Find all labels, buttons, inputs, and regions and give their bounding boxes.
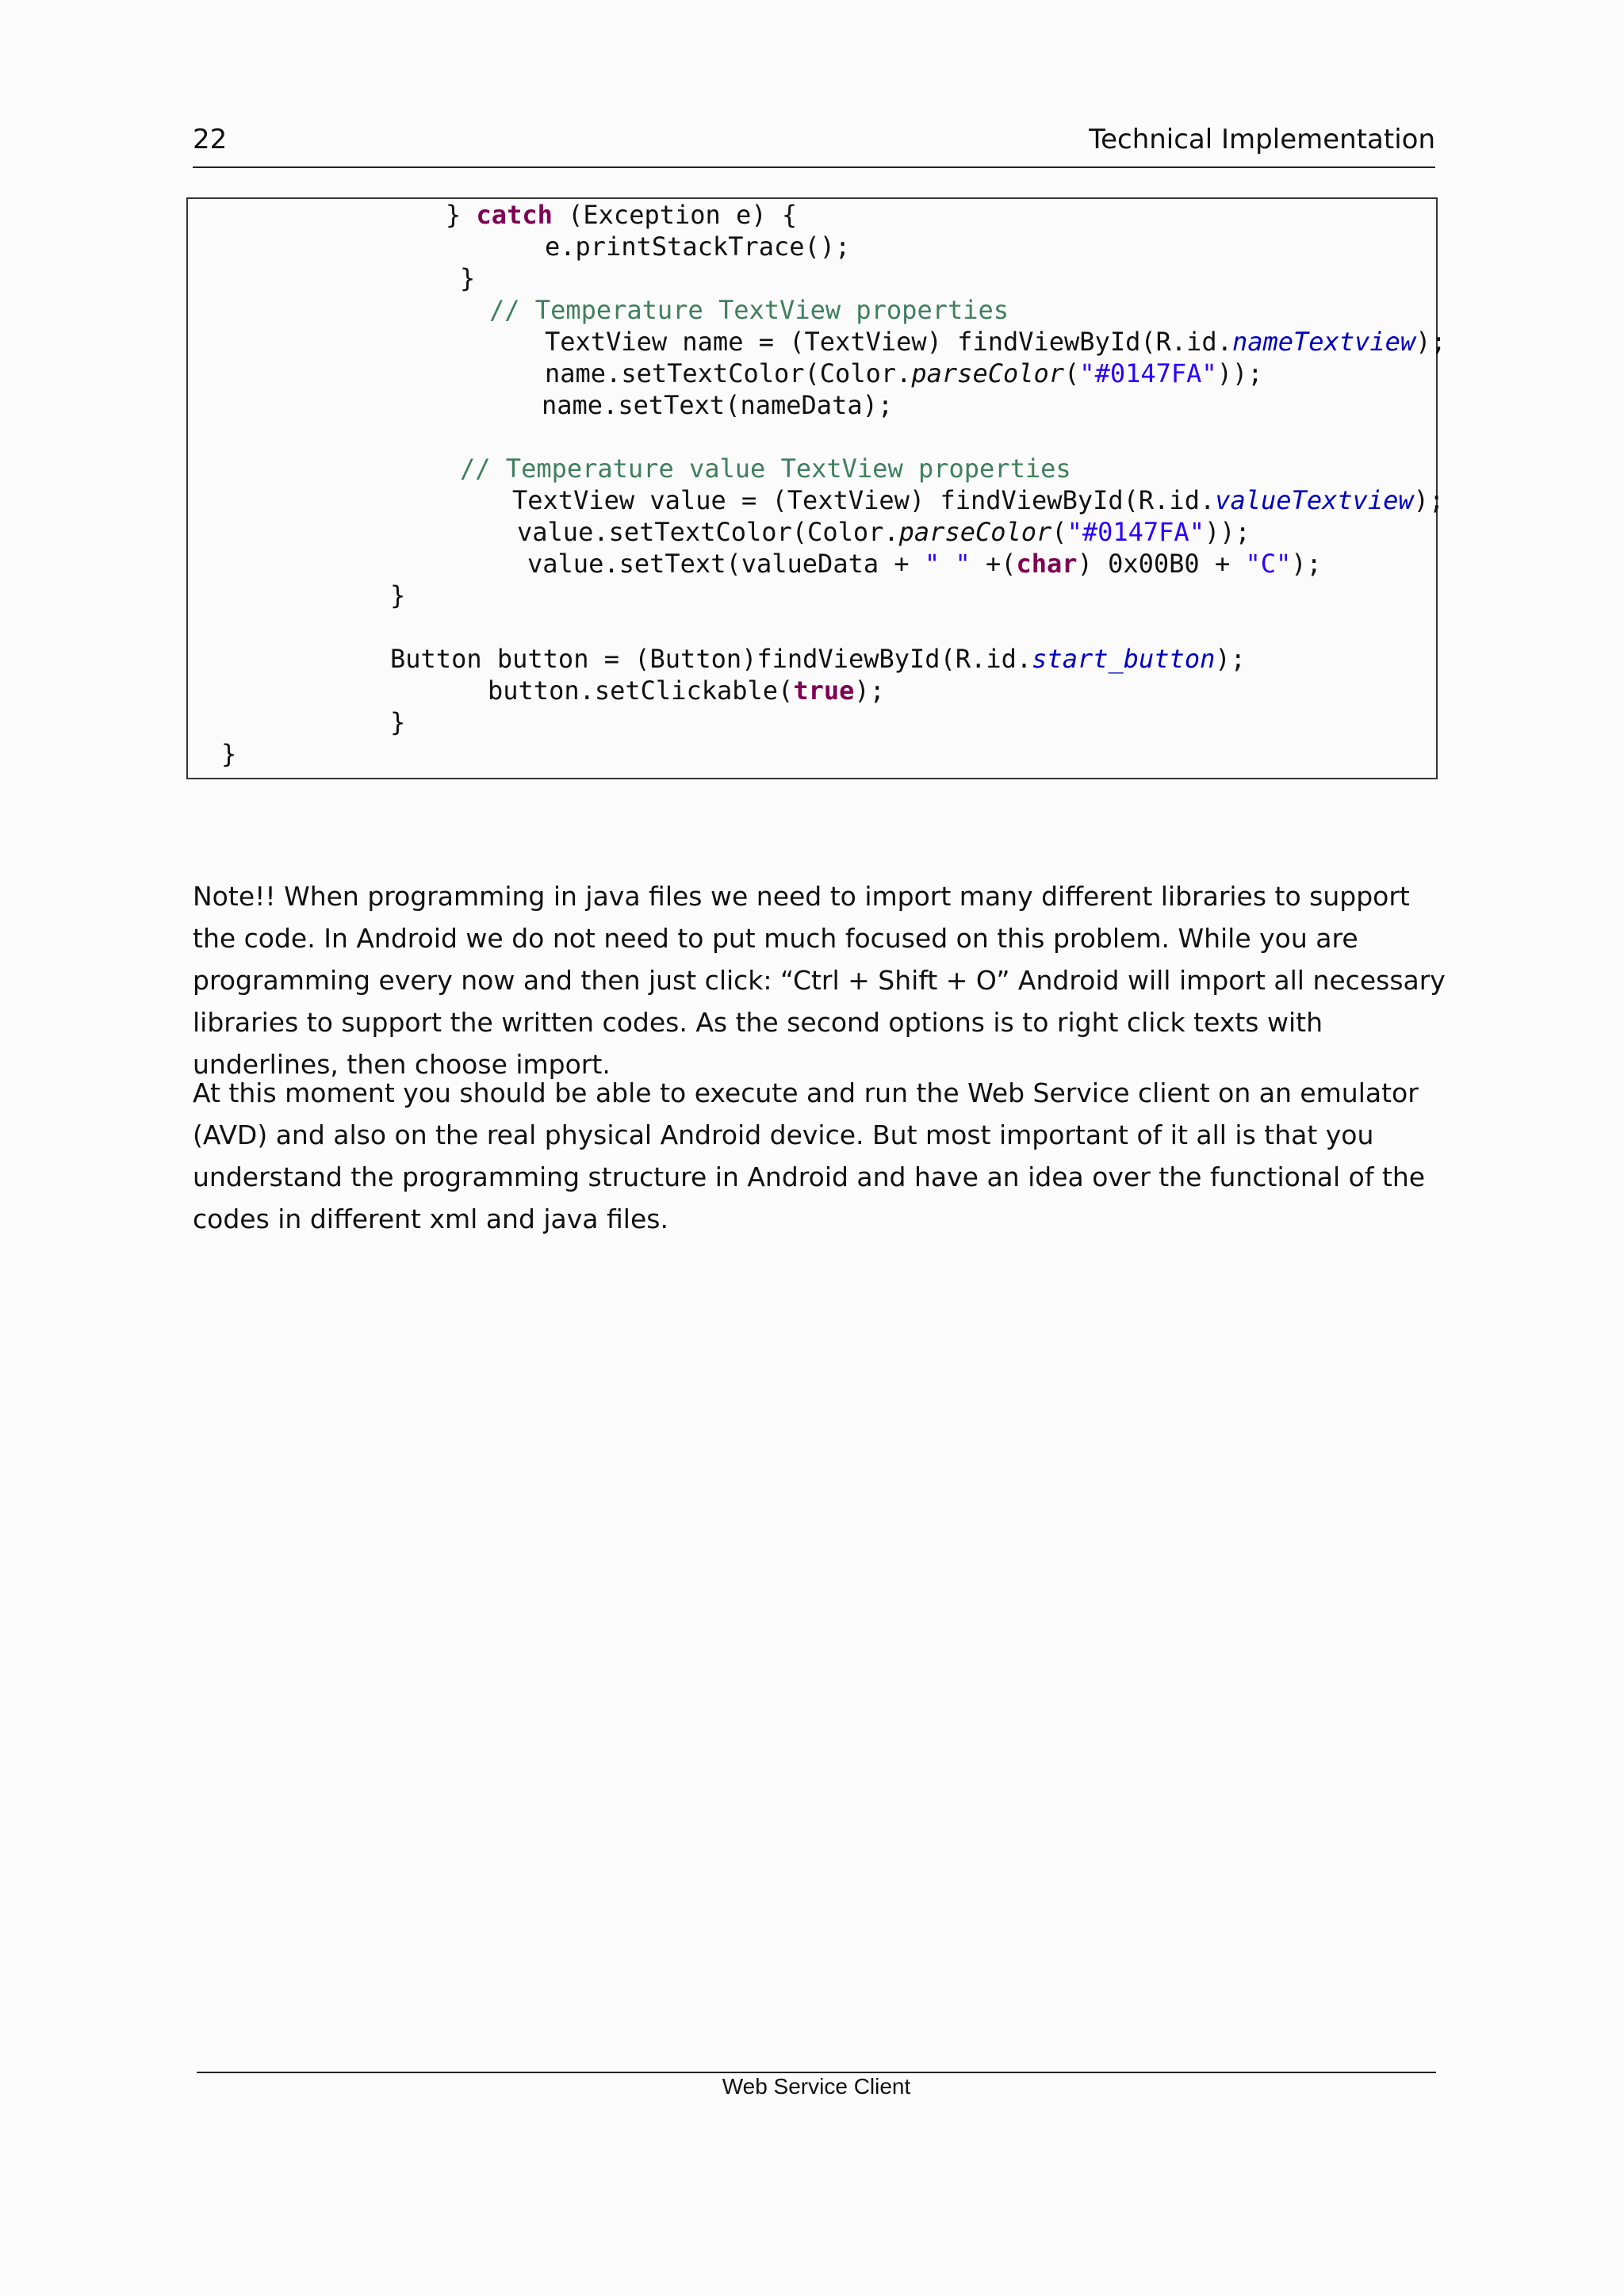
- code-line: [512, 484, 1444, 516]
- code-text: Button button = (Button)findViewById(R.id.: [390, 644, 1032, 674]
- code-text: (: [1064, 358, 1080, 388]
- code-line: [460, 262, 475, 294]
- code-keyword: char: [1016, 549, 1078, 579]
- code-method: parseColor: [911, 358, 1065, 388]
- code-line: [390, 643, 1246, 675]
- code-line: [390, 580, 405, 611]
- code-text: +(: [970, 549, 1017, 579]
- code-text: TextView name = (TextView) findViewById(R.id.: [545, 327, 1232, 357]
- code-line: [527, 548, 1322, 580]
- code-text: }: [446, 200, 477, 230]
- page-number: 22: [193, 124, 228, 155]
- code-string: "#0147FA": [1079, 358, 1217, 388]
- code-text: name.setTextColor(Color.: [545, 358, 912, 388]
- body-paragraph-note: Note!! When programming in java files we need to import many different libraries to support the code. In Android we do not need to put much focused on this problem. While you are programming every now and then just click: “Ctrl + Shift + O” Android will import all necessary libraries to support the written codes. As the second options is to right click texts with underlines, then choose import.: [193, 881, 1446, 1080]
- code-text: button.setClickable(: [488, 675, 794, 706]
- code-method: parseColor: [898, 517, 1052, 547]
- code-string: " ": [924, 549, 971, 579]
- body-paragraph-summary: At this moment you should be able to execute and run the Web Service client on an emulator (AVD) and also on the real physical Android device. But most important of it all is that you understand the programming structure in Android and have an idea over the functional of the codes in different xml and java files.: [193, 1077, 1426, 1234]
- code-text: name.setText(nameData);: [542, 390, 894, 420]
- code-text: );: [1415, 327, 1446, 357]
- code-line: [517, 516, 1251, 548]
- code-text: ));: [1216, 358, 1263, 388]
- code-field: start_button: [1032, 644, 1216, 674]
- footer-divider: [197, 2072, 1436, 2073]
- code-text: TextView value = (TextView) findViewById(R.id.: [512, 485, 1216, 515]
- code-text: (Exception e) {: [552, 200, 798, 230]
- code-comment: // Temperature TextView properties: [489, 295, 1009, 325]
- code-text: e.printStackTrace();: [545, 232, 851, 262]
- code-line: [390, 706, 405, 738]
- code-text: value.setText(valueData +: [527, 549, 925, 579]
- code-field: valueTextview: [1215, 485, 1414, 515]
- code-line: [545, 326, 1446, 358]
- code-text: );: [1413, 485, 1445, 515]
- code-text: );: [1291, 549, 1322, 579]
- code-keyword: true: [793, 675, 855, 706]
- code-comment: // Temperature value TextView properties: [460, 453, 1071, 484]
- code-keyword: catch: [476, 200, 553, 230]
- code-line: [545, 358, 1262, 389]
- code-text: (: [1051, 517, 1067, 547]
- code-text: ) 0x00B0 +: [1077, 549, 1246, 579]
- code-text: ));: [1204, 517, 1251, 547]
- code-line: [545, 231, 850, 262]
- code-text: }: [460, 263, 476, 293]
- code-line: [446, 199, 797, 231]
- code-line: [221, 738, 236, 770]
- code-text: value.setTextColor(Color.: [517, 517, 899, 547]
- code-string: "#0147FA": [1067, 517, 1205, 547]
- code-line: [488, 675, 885, 706]
- code-line: [460, 453, 1071, 484]
- code-listing: [186, 197, 1446, 779]
- code-text: );: [854, 675, 885, 706]
- code-text: }: [390, 707, 406, 737]
- page-header: [193, 119, 1435, 168]
- chapter-title: Technical Implementation: [1089, 124, 1435, 155]
- code-line: [542, 389, 893, 421]
- code-text: }: [221, 739, 237, 769]
- code-string: "C": [1245, 549, 1292, 579]
- page-footer: Web Service Client: [722, 2074, 911, 2099]
- code-text: }: [390, 580, 406, 610]
- code-text: );: [1215, 644, 1246, 674]
- code-line: [489, 294, 1009, 326]
- code-field: nameTextview: [1231, 327, 1416, 357]
